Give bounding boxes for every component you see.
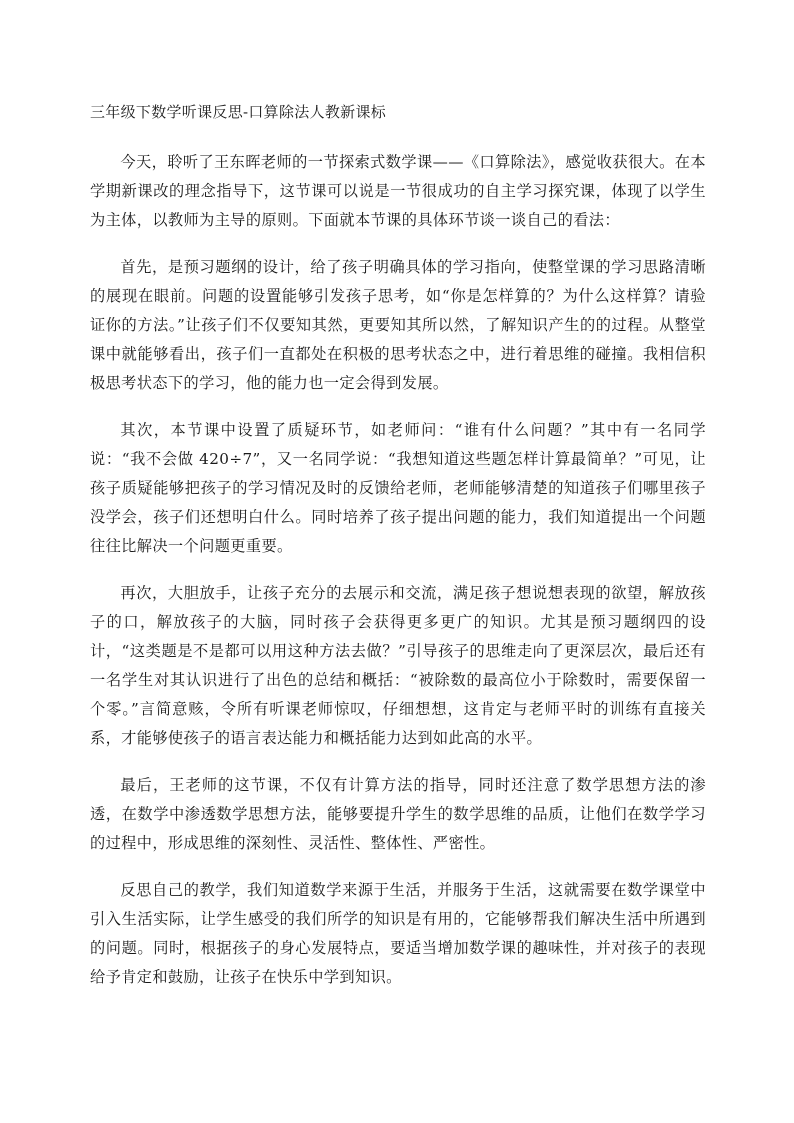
paragraph-intro: 今天，聆听了王东晖老师的一节探索式数学课——《口算除法》，感觉收获很大。在本学期新课改的理念指导下，这节课可以说是一节很成功的自主学习探究课，体现了以学生为主体，以教师为主导的原则。下面就本节课的具体环节谈一谈自己的看法： (90, 153, 706, 229)
document-title: 三年级下数学听课反思-口算除法人教新课标 (90, 103, 387, 121)
paragraph-second-point: 其次，本节课中设置了质疑环节，如老师问：“谁有什么问题？”其中有一名同学说：“我不会做 420÷7”，又一名同学说：“我想知道这些题怎样计算最简单？”可见，让孩子质疑能够把孩子的学习情况及时的反馈给老师，老师能够清楚的知道孩子们哪里孩子没学会，孩子们还想明白什么。同时培养了孩子提出问题的能力，我们知道提出一个问题往往比解决一个问题更重要。 (90, 421, 706, 555)
paragraph-self-reflection: 反思自己的教学，我们知道数学来源于生活，并服务于生活，这就需要在数学课堂中引入生活实际，让学生感受的我们所学的知识是有用的，它能够帮我们解决生活中所遇到的问题。同时，根据孩子的身心发展特点，要适当增加数学课的趣味性，并对孩子的表现给予肯定和鼓励，让孩子在快乐中学到知识。 (90, 881, 706, 986)
document-body (90, 98, 706, 1010)
paragraph-first-point: 首先，是预习题纲的设计，给了孩子明确具体的学习指向，使整堂课的学习思路清晰的展现在眼前。问题的设置能够引发孩子思考，如“你是怎样算的？为什么这样算？请验证你的方法。”让孩子们不仅要知其然，更要知其所以然，了解知识产生的的过程。从整堂课中就能够看出，孩子们一直都处在积极的思考状态之中，进行着思维的碰撞。我相信积极思考状态下的学习，他的能力也一定会得到发展。 (90, 258, 706, 392)
paragraph-third-point: 再次，大胆放手，让孩子充分的去展示和交流，满足孩子想说想表现的欲望，解放孩子的口，解放孩子的大脑，同时孩子会获得更多更广的知识。尤其是预习题纲四的设计，“这类题是不是都可以用这种方法去做？”引导孩子的思维走向了更深层次，最后还有一名学生对其认识进行了出色的总结和概括：“被除数的最高位小于除数时，需要保留一个零。”言简意赅，令所有听课老师惊叹，仔细想想，这肯定与老师平时的训练有直接关系，才能够使孩子的语言表达能力和概括能力达到如此高的水平。 (90, 584, 706, 747)
paragraph-fourth-point: 最后，王老师的这节课，不仅有计算方法的指导，同时还注意了数学思想方法的渗透，在数学中渗透数学思想方法，能够要提升学生的数学思维的品质，让他们在数学学习的过程中，形成思维的深刻性、灵活性、整体性、严密性。 (90, 776, 706, 852)
